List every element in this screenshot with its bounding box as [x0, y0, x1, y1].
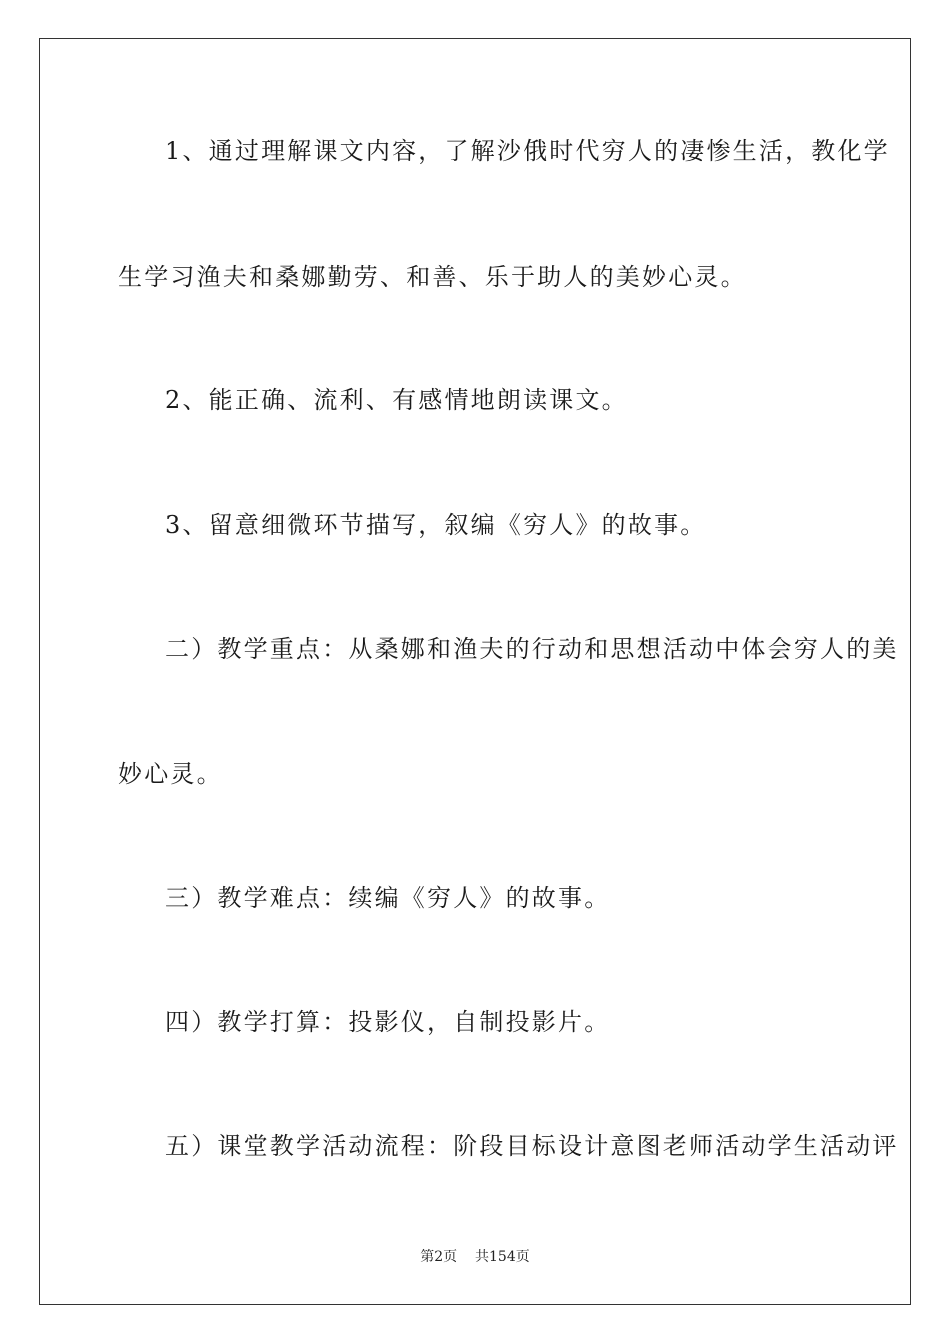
- paragraph-4-line-1: 二）教学重点：从桑娜和渔夫的行动和思想活动中体会穷人的美: [165, 635, 899, 663]
- page-total: 共154页: [475, 1249, 530, 1265]
- paragraph-4-line-2: 妙心灵。: [118, 760, 223, 788]
- paragraph-1-line-2: 生学习渔夫和桑娜勤劳、和善、乐于助人的美妙心灵。: [118, 263, 747, 291]
- page-number: 第2页: [420, 1249, 458, 1265]
- paragraph-5: 三）教学难点：续编《穷人》的故事。: [165, 884, 611, 912]
- paragraph-6: 四）教学打算：投影仪，自制投影片。: [165, 1008, 611, 1036]
- paragraph-7: 五）课堂教学活动流程：阶段目标设计意图老师活动学生活动评: [165, 1132, 899, 1160]
- paragraph-2: 2、能正确、流利、有感情地朗读课文。: [165, 386, 628, 414]
- page-footer: [0, 1248, 950, 1266]
- paragraph-1-line-1: 1、通过理解课文内容，了解沙俄时代穷人的凄惨生活，教化学: [165, 137, 890, 165]
- paragraph-3: 3、留意细微环节描写，叙编《穷人》的故事。: [165, 511, 707, 539]
- page-border: [39, 38, 911, 1305]
